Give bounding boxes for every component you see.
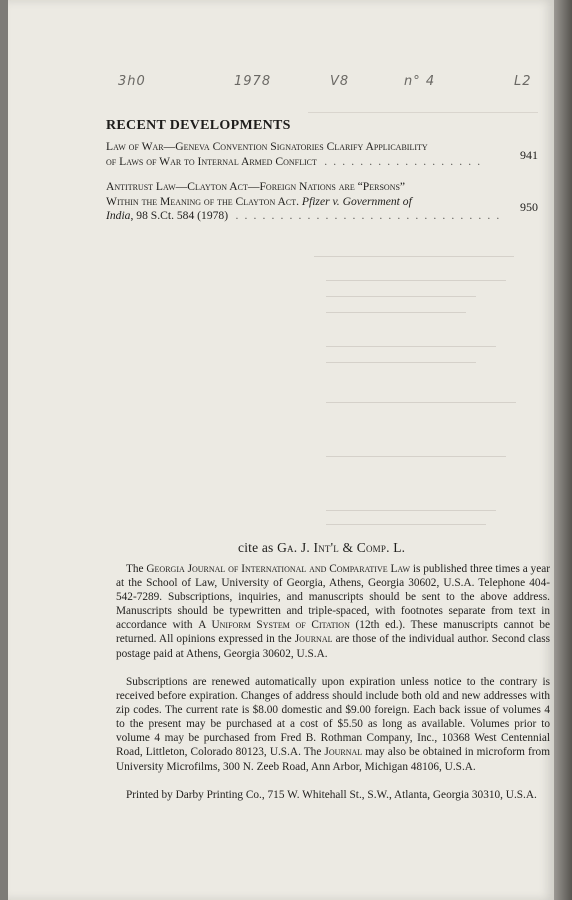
- citation: , 98 S.Ct. 584 (1978): [130, 209, 229, 222]
- citation-manual: A Uniform System of Citation: [198, 619, 350, 632]
- contents-entry: [106, 140, 542, 169]
- bleed-through-text: [326, 402, 516, 403]
- handwritten-note-4: n° 4: [404, 74, 436, 89]
- paragraph-text: are those of the individual author. Second class postage paid at Athens, Georgia 30602, U.S.A.: [116, 633, 551, 660]
- bleed-through-text: [326, 524, 486, 525]
- entry-title-continued: Within the Meaning of the Clayton Act.: [106, 194, 299, 208]
- cite-as-abbreviation: Ga. J. Int'l & Comp. L.: [277, 540, 406, 555]
- handwritten-note-1: 3h0: [118, 74, 146, 89]
- entry-title-continued: of Laws of War to Internal Armed Conflict: [106, 154, 317, 168]
- bleed-through-text: [326, 280, 506, 281]
- journal-name: Journal: [324, 746, 363, 759]
- entry-title-line: [106, 209, 542, 224]
- bleed-through-text: [308, 112, 538, 113]
- journal-name: Georgia Journal of International and Comparative Law: [146, 563, 411, 575]
- bleed-through-text: [326, 510, 496, 511]
- bleed-through-text: [326, 296, 476, 297]
- handwritten-note-2: 1978: [234, 74, 272, 89]
- page-number: 941: [520, 148, 538, 162]
- contents-entry: [106, 180, 542, 224]
- entry-title-line: Law of War—Geneva Convention Signatories Clarify Applicability: [106, 140, 428, 153]
- handwritten-note-5: L2: [514, 74, 532, 89]
- paragraph-text: (12th ed.). These manuscripts cannot be returned. All opinions expressed in the: [116, 619, 551, 646]
- cite-as-line: [238, 540, 405, 556]
- page-number: 950: [520, 200, 538, 214]
- subscription-paragraph: [116, 675, 550, 774]
- case-name: Pfizer v. Government of: [301, 194, 412, 208]
- case-name: India: [106, 209, 131, 222]
- handwritten-note-3: V8: [330, 74, 350, 89]
- paragraph-text: is published three times a year at the School of Law, University of Georgia, Athens, Georgia 30602, U.S.A. Telephone 404-542-7289. Subscriptions, inquiries, and manuscripts should be sent to the above address. Manuscripts should be typewritten and triple-spaced, with footnotes separate from text in accordance with: [116, 563, 550, 632]
- publication-paragraph: [116, 562, 550, 661]
- bleed-through-text: [326, 456, 506, 457]
- section-heading: RECENT DEVELOPMENTS: [106, 118, 291, 133]
- journal-name-prefix: The: [126, 563, 147, 575]
- bleed-through-text: [326, 346, 496, 347]
- cite-as-prefix: cite as: [238, 540, 274, 555]
- leader-dots: . . . . . . . . . . . . . . . . . . . . . . . . . . . . . .: [230, 209, 501, 222]
- leader-dots: . . . . . . . . . . . . . . . . . .: [319, 154, 482, 168]
- entry-title-line: Antitrust Law—Clayton Act—Foreign Nations are “Persons”: [106, 180, 406, 193]
- printer-paragraph: Printed by Darby Printing Co., 715 W. Whitehall St., S.W., Atlanta, Georgia 30310, U.S.A.: [126, 789, 537, 801]
- bleed-through-text: [314, 256, 514, 257]
- journal-name: Journal: [294, 633, 333, 646]
- paragraph-text: Subscriptions are renewed automatically upon expiration unless notice to the contrary is received before expiration. Changes of address should include both old and new addresses with zip codes. The current rate is $8.00 domestic and $9.00 foreign. Each back issue of volumes 4 to the present may be purchased at a cost of $5.50 as long as available. Volumes prior to volume 4 may be purchased from Fred B. Rothman Company, Inc., 10368 West Centennial Road, Littleton, Colorado 80123, U.S.A. The: [116, 676, 550, 759]
- bleed-through-text: [326, 312, 466, 313]
- entry-title-line: [106, 155, 542, 170]
- bleed-through-text: [326, 362, 476, 363]
- page-edge-shadow: [554, 0, 572, 900]
- paragraph-text: may also be obtained in microform from University Microfilms, 300 N. Zeeb Road, Ann Arbor, Michigan 48106, U.S.A.: [116, 746, 550, 773]
- journal-page: [8, 0, 554, 900]
- entry-title-line: [106, 195, 542, 210]
